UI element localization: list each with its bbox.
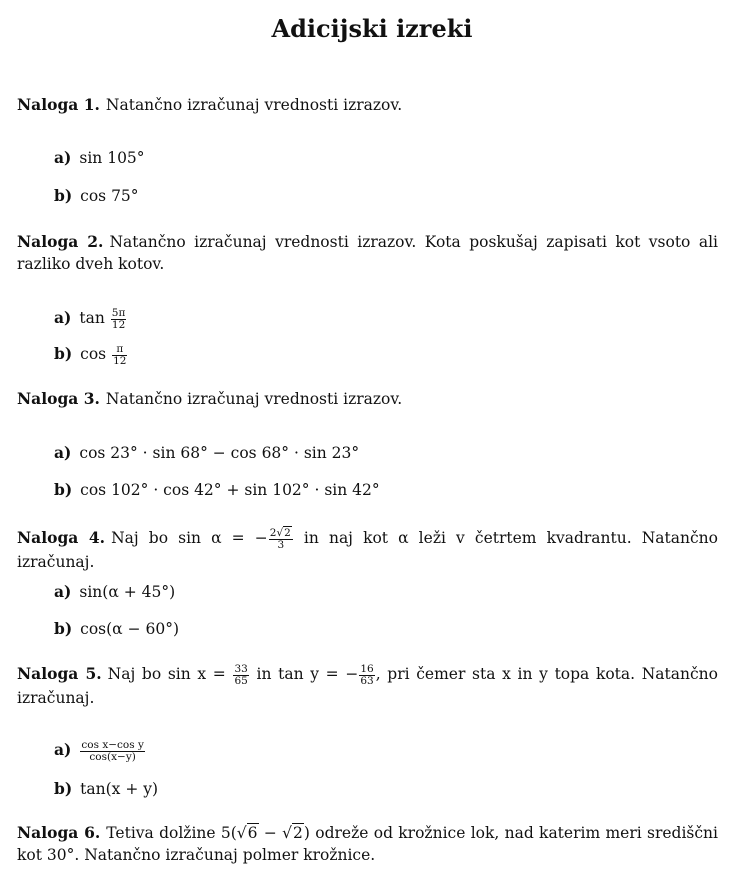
task-3 (17, 388, 718, 410)
task-text: Tetiva dolžine 5( (106, 824, 237, 842)
denominator: 12 (113, 354, 127, 367)
task-2-item-b (54, 343, 128, 367)
task-label: Naloga 3. (17, 389, 100, 408)
task-text: − (258, 824, 283, 842)
task-text: , pri čemer sta x in y topa kota. Natančno izračunaj. (17, 665, 718, 707)
task-3-item-b (54, 479, 380, 501)
item-label: a) (54, 582, 72, 601)
item-expr: tan(x + y) (80, 780, 159, 798)
task-4 (17, 527, 718, 573)
task-4-item-a (54, 581, 175, 603)
item-expr: cos(α − 60°) (80, 620, 180, 638)
task-text: ) odreže od krožnice lok, nad katerim meri središčni kot 30°. Natančno izračunaj polmer krožnice. (17, 824, 718, 864)
task-5-item-b (54, 778, 158, 800)
item-label: b) (54, 779, 73, 798)
item-label: b) (54, 186, 73, 205)
coefficient: 2 (269, 526, 277, 539)
item-label: b) (54, 480, 73, 499)
task-1-item-b (54, 185, 139, 207)
task-text: Naj bo sin x = (107, 665, 233, 683)
task-text: Natančno izračunaj vrednosti izrazov. (105, 96, 403, 114)
task-label: Naloga 4. (17, 528, 106, 547)
item-label: b) (54, 619, 73, 638)
radicand: 6 (247, 824, 258, 842)
item-label: a) (54, 308, 72, 327)
numerator: π (112, 344, 127, 356)
task-text: in naj kot α leži v četrtem kvadrantu. Natančno izračunaj. (17, 529, 718, 571)
task-label: Naloga 5. (17, 664, 102, 683)
item-expr: cos 23° · sin 68° − cos 68° · sin 23° (79, 444, 360, 462)
radicand: 2 (284, 526, 291, 539)
denominator: cos(x−y) (89, 750, 136, 763)
item-label: a) (54, 443, 72, 462)
task-text: Naj bo sin α = − (111, 529, 268, 547)
task-1-item-a (54, 147, 145, 169)
task-text: Natančno izračunaj vrednosti izrazov. (105, 390, 403, 408)
task-5-item-a (54, 739, 146, 763)
fraction (233, 664, 248, 687)
task-label: Naloga 1. (17, 95, 100, 114)
task-3-item-a (54, 442, 359, 464)
page-title: Adicijski izreki (271, 14, 473, 43)
task-text: Natančno izračunaj vrednosti izrazov. Kota poskušaj zapisati kot vsoto ali razliko dveh kotov. (17, 233, 718, 273)
item-fn: tan (79, 309, 105, 327)
denominator: 12 (111, 318, 126, 331)
item-expr: sin(α + 45°) (79, 583, 176, 601)
numerator: 33 (234, 662, 248, 675)
sqrt: √6 (236, 824, 258, 842)
fraction (111, 308, 127, 331)
task-label: Naloga 2. (17, 232, 104, 251)
sqrt: √2 (276, 526, 291, 539)
task-1 (17, 94, 718, 116)
item-label: a) (54, 740, 72, 759)
fraction (80, 740, 145, 763)
sqrt: √2 (282, 824, 303, 842)
task-text: in tan y = − (249, 665, 359, 683)
item-fn: cos (80, 345, 107, 363)
item-expr: sin 105° (79, 149, 145, 167)
fraction (112, 344, 127, 367)
denominator: 65 (234, 674, 248, 687)
fraction (359, 664, 374, 687)
radicand: 2 (293, 824, 303, 842)
item-label: a) (54, 148, 72, 167)
task-5 (17, 663, 718, 709)
numerator: 5π (111, 306, 126, 319)
denominator: 3 (277, 538, 285, 551)
numerator (269, 528, 293, 540)
item-expr: cos 75° (80, 187, 139, 205)
numerator: cos x−cos y (81, 738, 144, 751)
item-expr: cos 102° · cos 42° + sin 102° · sin 42° (80, 481, 380, 499)
task-2 (17, 231, 718, 275)
task-label: Naloga 6. (17, 823, 101, 842)
task-2-item-a (54, 307, 127, 331)
fraction (269, 528, 293, 551)
item-label: b) (54, 344, 73, 363)
task-4-item-b (54, 618, 179, 640)
numerator: 16 (360, 662, 374, 675)
task-6 (17, 822, 718, 866)
denominator: 63 (360, 674, 374, 687)
